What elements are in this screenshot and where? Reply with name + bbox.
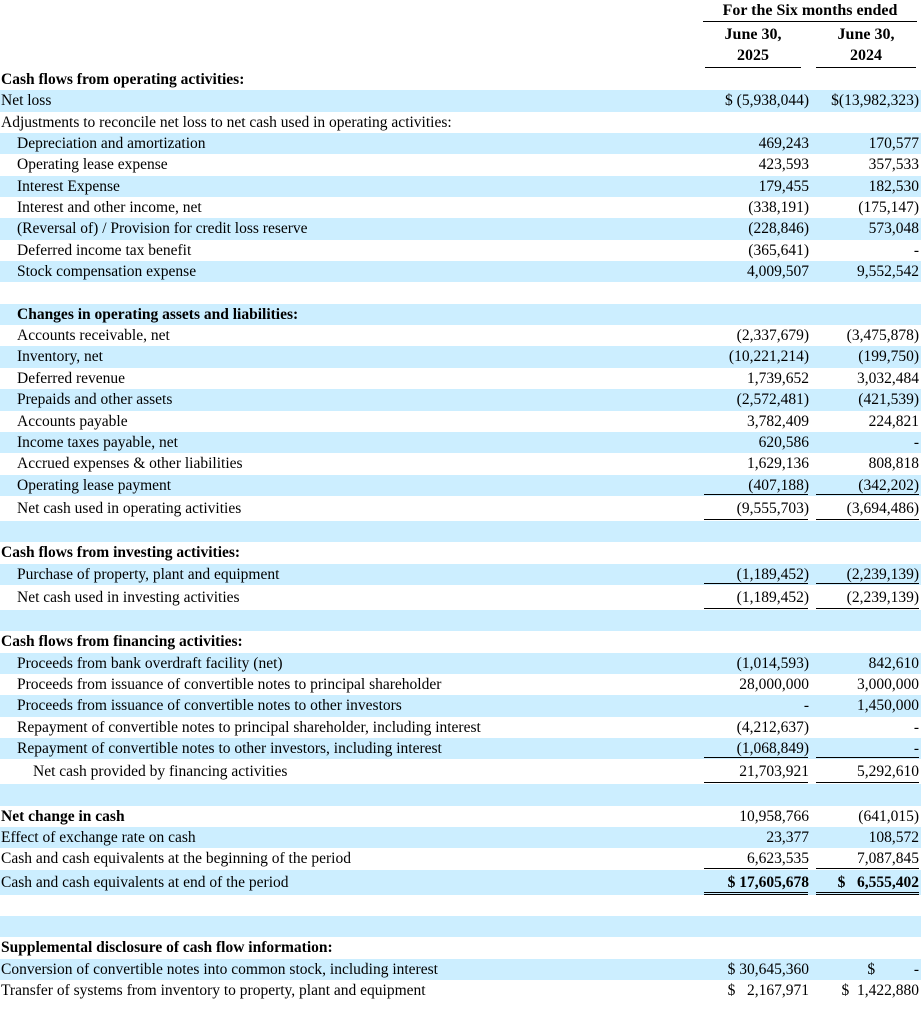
row-label: Proceeds from issuance of convertible notes to other investors (17, 697, 402, 715)
statement-row (0, 154, 921, 175)
statement-row (0, 346, 921, 367)
value-2025: $ 2,167,971 (727, 982, 809, 1000)
row-label: Conversion of convertible notes into common stock, including interest (1, 960, 438, 978)
underline (704, 583, 808, 584)
value-2025: (407,188) (748, 476, 809, 494)
row-label: Proceeds from bank overdraft facility (net) (17, 654, 283, 672)
row-label: Cash flows from investing activities: (1, 544, 241, 562)
statement-row (0, 69, 921, 90)
value-2025: (2,572,481) (736, 391, 809, 409)
value-2024: (2,239,139) (846, 588, 919, 606)
value-2025: (4,212,637) (736, 718, 809, 736)
row-label: Deferred revenue (17, 369, 125, 387)
value-2025: $ 30,645,360 (727, 960, 809, 978)
row-label: Supplemental disclosure of cash flow information: (1, 939, 333, 957)
value-2024: 573,048 (868, 220, 919, 238)
row-label: Repayment of convertible notes to other investors, including interest (17, 739, 442, 757)
value-2025: 1,629,136 (747, 455, 809, 473)
spacer-row (0, 282, 921, 303)
underline (816, 868, 919, 869)
value-2025: $ 17,605,678 (727, 873, 809, 891)
statement-row (0, 759, 921, 784)
row-label: Depreciation and amortization (17, 135, 206, 153)
spacer-row (0, 784, 921, 805)
row-label: Effect of exchange rate on cash (1, 829, 196, 846)
value-2024: $(13,982,323) (831, 92, 919, 110)
value-2024: 170,577 (868, 135, 919, 153)
value-2025: 423,593 (758, 156, 809, 174)
row-label: Cash flows from operating activities: (1, 71, 245, 88)
spacer-row (0, 895, 921, 916)
row-label: Operating lease expense (17, 156, 168, 174)
column-2024-date: June 30, (837, 26, 895, 43)
underline (704, 757, 808, 758)
value-2024: (641,015) (858, 807, 919, 825)
value-2024: 108,572 (868, 829, 919, 846)
row-label: Income taxes payable, net (17, 433, 178, 451)
period-header: For the Six months ended (703, 2, 917, 22)
statement-row (0, 368, 921, 389)
value-2025: (338,191) (748, 199, 809, 217)
value-2024: (421,539) (858, 391, 919, 409)
value-2024: (175,147) (858, 199, 919, 217)
value-2025: (10,221,214) (728, 348, 809, 366)
statement-row (0, 112, 921, 133)
underline (704, 782, 808, 783)
value-2024: - (913, 433, 919, 451)
value-2025: 28,000,000 (739, 675, 809, 693)
row-label: Operating lease payment (17, 476, 172, 494)
value-2024: 3,000,000 (857, 675, 919, 693)
value-2025: $ (5,938,044) (725, 92, 809, 110)
statement-row (0, 411, 921, 432)
statement-row (0, 475, 921, 496)
value-2025: 469,243 (758, 135, 809, 153)
value-2024: 5,292,610 (857, 763, 919, 781)
statement-row (0, 133, 921, 154)
statement-row (0, 937, 921, 958)
row-label: Accounts receivable, net (17, 327, 170, 345)
value-2025: 620,586 (758, 433, 809, 451)
underline (704, 494, 808, 495)
statement-row (0, 653, 921, 674)
value-2024: (199,750) (858, 348, 919, 366)
value-2024: 9,552,542 (857, 263, 919, 281)
value-2025: 1,739,652 (747, 369, 809, 387)
statement-row (0, 197, 921, 218)
statement-row (0, 738, 921, 759)
row-label: Inventory, net (17, 348, 103, 366)
statement-row (0, 717, 921, 738)
row-label: Interest Expense (17, 177, 120, 195)
row-label: Repayment of convertible notes to principal shareholder, including interest (17, 718, 481, 736)
value-2025: - (803, 697, 809, 715)
row-label: Deferred income tax benefit (17, 241, 192, 259)
underline (816, 583, 919, 584)
row-label: Net cash used in operating activities (17, 499, 242, 517)
underline (816, 757, 919, 758)
value-2024: - (913, 718, 919, 736)
statement-row (0, 827, 921, 848)
statement-rows (0, 69, 921, 1001)
statement-row (0, 218, 921, 239)
column-2024-year: 2024 (816, 45, 916, 68)
statement-row (0, 304, 921, 325)
statement-row (0, 432, 921, 453)
row-label: Prepaids and other assets (17, 391, 173, 409)
value-2025: (1,189,452) (736, 565, 809, 583)
row-label: Net cash provided by financing activities (33, 763, 288, 781)
value-2024: (342,202) (858, 476, 919, 494)
statement-row (0, 240, 921, 261)
underline (816, 608, 919, 609)
statement-row (0, 176, 921, 197)
statement-row (0, 806, 921, 827)
row-label: Accrued expenses & other liabilities (17, 455, 243, 473)
value-2025: 179,455 (758, 177, 809, 195)
value-2024: (2,239,139) (846, 565, 919, 583)
spacer-row (0, 521, 921, 542)
value-2024: 182,530 (868, 177, 919, 195)
statement-row (0, 496, 921, 521)
row-label: Stock compensation expense (17, 263, 197, 281)
statement-row (0, 848, 921, 869)
value-2024: (3,694,486) (846, 499, 919, 517)
row-label: Net loss (1, 92, 52, 110)
value-2024: 224,821 (868, 412, 919, 430)
row-label: Cash flows from financing activities: (1, 633, 243, 651)
value-2024: 357,533 (868, 156, 919, 174)
statement-row (0, 674, 921, 695)
value-2024: - (913, 241, 919, 259)
statement-row (0, 325, 921, 346)
value-2025: (2,337,679) (736, 327, 809, 345)
value-2024: (3,475,878) (846, 327, 919, 345)
statement-row (0, 870, 921, 895)
row-label: Changes in operating assets and liabilities: (17, 305, 299, 323)
underline (816, 494, 919, 495)
value-2024: $ 6,555,402 (837, 873, 919, 891)
column-header-2024 (816, 24, 916, 68)
row-label: Cash and cash equivalents at the beginning of the period (1, 850, 351, 868)
value-2025: 4,009,507 (747, 263, 809, 281)
row-label: Accounts payable (17, 412, 128, 430)
value-2024: - (913, 739, 919, 757)
value-2024: 808,818 (868, 455, 919, 473)
spacer-row (0, 916, 921, 937)
value-2025: 10,958,766 (739, 807, 809, 825)
statement-row (0, 564, 921, 585)
value-2025: 23,377 (766, 829, 809, 846)
value-2025: 21,703,921 (739, 763, 809, 781)
underline (816, 782, 919, 783)
statement-row (0, 542, 921, 563)
column-header-2025 (705, 24, 801, 68)
row-label: Transfer of systems from inventory to property, plant and equipment (1, 982, 426, 1000)
value-2025: (228,846) (748, 220, 809, 238)
statement-row (0, 980, 921, 1001)
value-2025: (1,189,452) (736, 588, 809, 606)
row-label: (Reversal of) / Provision for credit loss reserve (17, 220, 308, 238)
underline (704, 608, 808, 609)
value-2024: 7,087,845 (857, 850, 919, 868)
row-label: Purchase of property, plant and equipment (17, 565, 280, 583)
value-2024: $ - (867, 960, 919, 978)
value-2025: (1,068,849) (736, 739, 809, 757)
statement-row (0, 959, 921, 980)
value-2025: 6,623,535 (747, 850, 809, 868)
statement-row (0, 261, 921, 282)
row-label: Net cash used in investing activities (17, 588, 240, 606)
statement-row (0, 631, 921, 652)
underline (704, 868, 808, 869)
spacer-row (0, 610, 921, 631)
statement-row (0, 453, 921, 474)
statement-row (0, 389, 921, 410)
underline (704, 519, 808, 520)
value-2025: 3,782,409 (747, 412, 809, 430)
value-2025: (1,014,593) (736, 654, 809, 672)
value-2025: (365,641) (748, 241, 809, 259)
statement-row (0, 695, 921, 716)
value-2025: (9,555,703) (736, 499, 809, 517)
value-2024: 3,032,484 (857, 369, 919, 387)
statement-row (0, 585, 921, 610)
value-2024: 842,610 (868, 654, 919, 672)
row-label: Cash and cash equivalents at end of the period (1, 873, 289, 891)
column-2025-year: 2025 (705, 45, 801, 68)
value-2024: 1,450,000 (857, 697, 919, 715)
row-label: Net change in cash (1, 807, 125, 825)
row-label: Adjustments to reconcile net loss to net cash used in operating activities: (1, 113, 452, 131)
row-label: Interest and other income, net (17, 199, 202, 217)
column-2025-date: June 30, (724, 26, 782, 43)
row-label: Proceeds from issuance of convertible notes to principal shareholder (17, 675, 442, 693)
statement-row (0, 90, 921, 111)
underline (816, 519, 919, 520)
value-2024: $ 1,422,880 (841, 982, 919, 1000)
